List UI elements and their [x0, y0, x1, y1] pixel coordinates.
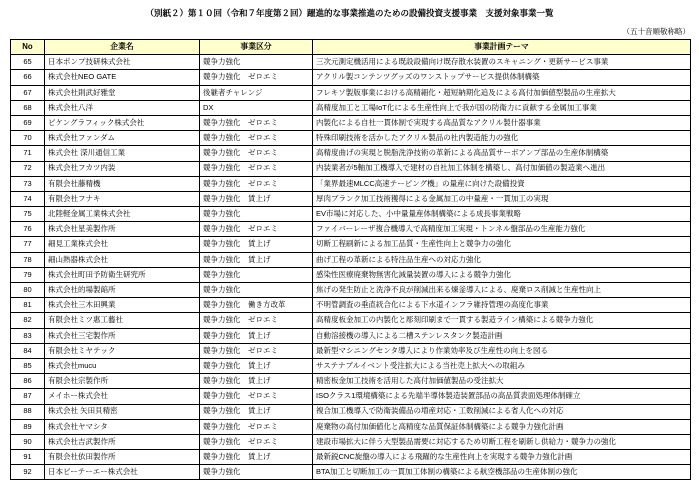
cell-company: 株式会社町田予防衛生研究所 [45, 267, 200, 282]
cell-no: 83 [11, 328, 45, 343]
cell-theme: ISOクラス1環境構築による先端半導体製造装置部品の高品質表面処理体制確立 [313, 389, 691, 404]
cell-category: DX [200, 100, 313, 115]
cell-company: 株式会社八洋 [45, 100, 200, 115]
cell-company: 有限会社フナキ [45, 191, 200, 206]
cell-no: 75 [11, 207, 45, 222]
table-row [11, 222, 691, 237]
cell-theme: 最新鋭CNC旋盤の導入による飛躍的な生産性向上を実現する競争力強化計画 [313, 450, 691, 465]
cell-category: 競争力強化 [200, 283, 313, 298]
cell-no: 66 [11, 70, 45, 85]
cell-theme: 建設市場拡大に伴う大型製品需要に対応するため切断工程を刷新し供給力・競争力の強化 [313, 434, 691, 449]
cell-theme: アクリル製コンテンツグッズのワンストップサービス提供体制構築 [313, 70, 691, 85]
cell-theme: フレキソ製版事業における高精細化・超短納期化追及による高付加価値型製品の生産拡大 [313, 85, 691, 100]
cell-category: 競争力強化 賃上げ [200, 450, 313, 465]
cell-company: 株式会社 矢田貝精密 [45, 404, 200, 419]
table-row [11, 298, 691, 313]
table-row [11, 191, 691, 206]
table-header-row [11, 40, 691, 55]
cell-theme: 切断工程刷新による加工品質・生産性向上と競争力の強化 [313, 237, 691, 252]
cell-company: 日本ビーテーエー株式会社 [45, 465, 200, 480]
table-row [11, 100, 691, 115]
table-row [11, 465, 691, 480]
cell-company: 株式会社的場製餡所 [45, 283, 200, 298]
cell-theme: 高精度板金加工の内製化と彫刻印刷まで一貫する製造ライン構築による競争力強化 [313, 313, 691, 328]
support-projects-table [10, 39, 691, 480]
cell-company: 株式会社ヤマシタ [45, 419, 200, 434]
cell-company: 有限会社宗製作所 [45, 374, 200, 389]
cell-theme: 不明管調査の垂直統合化による下水道インフラ維持管理の高度化事業 [313, 298, 691, 313]
cell-company: 株式会社フカツ内装 [45, 161, 200, 176]
table-row [11, 55, 691, 70]
table-row [11, 252, 691, 267]
cell-company: 株式会社ファンダム [45, 131, 200, 146]
cell-no: 87 [11, 389, 45, 404]
header-cell-company: 企業名 [45, 40, 200, 55]
cell-theme: 特殊印刷技術を活かしたアクリル製品の社内製造能力の強化 [313, 131, 691, 146]
cell-category: 競争力強化 [200, 55, 313, 70]
cell-company: 有限会社ミツ惠工藝社 [45, 313, 200, 328]
table-row [11, 419, 691, 434]
cell-company: 日本ポンプ技研株式会社 [45, 55, 200, 70]
table-row [11, 70, 691, 85]
sort-order-note: （五十音順敬称略） [622, 27, 690, 36]
cell-theme: 厚肉ブランク加工技術獲得による金属加工の中量産・一貫加工の実現 [313, 191, 691, 206]
cell-no: 74 [11, 191, 45, 206]
table-row [11, 131, 691, 146]
cell-no: 77 [11, 237, 45, 252]
cell-no: 78 [11, 252, 45, 267]
cell-theme: ファイバーレーザ複合機導入で高精度加工実現・トンネル盤部品の生産能力強化 [313, 222, 691, 237]
cell-category: 競争力強化 賃上げ [200, 358, 313, 373]
cell-category: 競争力強化 [200, 465, 313, 480]
table-row [11, 115, 691, 130]
cell-category: 競争力強化 [200, 207, 313, 222]
page-title: （別紙２）第１０回（令和７年度第２回）躍進的な事業推進のための設備投資支援事業 支援対象事業一覧 [145, 8, 554, 18]
table-row [11, 161, 691, 176]
cell-company: 有限会社依田製作所 [45, 450, 200, 465]
cell-company: 有限会社ミヤテック [45, 343, 200, 358]
cell-no: 92 [11, 465, 45, 480]
cell-theme: 複合加工機導入で防衛装備品の増産対応・工数削減による省人化への対応 [313, 404, 691, 419]
cell-theme: 「業界最速MLCC高速テーピング機」の量産に向けた設備投資 [313, 176, 691, 191]
cell-company: メイホー株式会社 [45, 389, 200, 404]
cell-no: 84 [11, 343, 45, 358]
cell-category: 競争力強化 賃上げ [200, 374, 313, 389]
cell-category: 競争力強化 ゼロエミ [200, 131, 313, 146]
cell-category: 競争力強化 ゼロエミ [200, 115, 313, 130]
cell-category: 競争力強化 [200, 267, 313, 282]
cell-company: 株式会社 深川通信工業 [45, 146, 200, 161]
cell-theme: 自動溶接機の導入による二槽ステンレスタンク製造計画 [313, 328, 691, 343]
cell-category: 競争力強化 ゼロエミ [200, 222, 313, 237]
cell-no: 72 [11, 161, 45, 176]
cell-company: 株式会社三宅製作所 [45, 328, 200, 343]
cell-theme: BTA加工と切断加工の一貫加工体制の構築による航空機部品の生産体制の強化 [313, 465, 691, 480]
cell-company: 株式会社mucu [45, 358, 200, 373]
cell-company: 北陸軽金属工業株式会社 [45, 207, 200, 222]
table-row [11, 313, 691, 328]
cell-company: 株式会社星美製作所 [45, 222, 200, 237]
cell-no: 69 [11, 115, 45, 130]
cell-category: 競争力強化 ゼロエミ [200, 343, 313, 358]
table-row [11, 328, 691, 343]
cell-no: 80 [11, 283, 45, 298]
table-row [11, 343, 691, 358]
cell-company: 細山熱器株式会社 [45, 252, 200, 267]
table-row [11, 237, 691, 252]
table-row [11, 389, 691, 404]
cell-theme: 最新型マシニングセンタ導入により作業効率及び生産性の向上を図る [313, 343, 691, 358]
cell-theme: 精密板金加工技術を活用した高付加価値製品の受注拡大 [313, 374, 691, 389]
cell-theme: 三次元測定機活用による既設設備向け既存散水装置のスキャニング・更新サービス事業 [313, 55, 691, 70]
cell-category: 競争力強化 ゼロエミ [200, 313, 313, 328]
cell-category: 競争力強化 ゼロエミ [200, 161, 313, 176]
cell-company: 細見工業株式会社 [45, 237, 200, 252]
table-row [11, 404, 691, 419]
cell-no: 82 [11, 313, 45, 328]
cell-theme: 曲げ工程の革新による特注品生産への対応力強化 [313, 252, 691, 267]
cell-company: 有限会社藤精機 [45, 176, 200, 191]
cell-no: 73 [11, 176, 45, 191]
cell-company: ビケングラフィック株式会社 [45, 115, 200, 130]
table-row [11, 267, 691, 282]
cell-category: 競争力強化 賃上げ [200, 237, 313, 252]
cell-company: 株式会社三木田興業 [45, 298, 200, 313]
cell-category: 競争力強化 働き方改革 [200, 298, 313, 313]
cell-category: 競争力強化 ゼロエミ [200, 146, 313, 161]
cell-no: 85 [11, 358, 45, 373]
cell-no: 79 [11, 267, 45, 282]
table-row [11, 176, 691, 191]
cell-category: 後継者チャレンジ [200, 85, 313, 100]
cell-no: 67 [11, 85, 45, 100]
table-row [11, 358, 691, 373]
cell-category: 競争力強化 賃上げ [200, 252, 313, 267]
cell-category: 競争力強化 ゼロエミ [200, 70, 313, 85]
cell-category: 競争力強化 賃上げ [200, 328, 313, 343]
cell-no: 65 [11, 55, 45, 70]
cell-theme: 高精度加工と工場IoT化による生産性向上で我が国の防衛力に貢献する金属加工事業 [313, 100, 691, 115]
table-row [11, 434, 691, 449]
cell-theme: EV市場に対応した、小中量量産体制構築による成長事業戦略 [313, 207, 691, 222]
cell-theme: 感染性医療廃棄物無害化減量装置の導入による競争力強化 [313, 267, 691, 282]
cell-company: 株式会社則武好雅堂 [45, 85, 200, 100]
cell-category: 競争力強化 ゼロエミ [200, 434, 313, 449]
cell-theme: 廃棄物の高付加価値化と高精度な品質保証体制構築による競争力強化計画 [313, 419, 691, 434]
cell-theme: サステナブルイベント受注拡大による当社売上拡大への取組み [313, 358, 691, 373]
cell-no: 71 [11, 146, 45, 161]
cell-no: 86 [11, 374, 45, 389]
cell-no: 68 [11, 100, 45, 115]
table-row [11, 374, 691, 389]
cell-category: 競争力強化 ゼロエミ [200, 389, 313, 404]
header-cell-theme: 事業計画テーマ [313, 40, 691, 55]
table-row [11, 85, 691, 100]
cell-category: 競争力強化 ゼロエミ [200, 419, 313, 434]
cell-category: 競争力強化 賃上げ [200, 191, 313, 206]
cell-theme: 内製化による自社一貫体制で実現する高品質なアクリル製什器事業 [313, 115, 691, 130]
header-cell-no: No [11, 40, 45, 55]
table-row [11, 207, 691, 222]
cell-no: 76 [11, 222, 45, 237]
cell-theme: 焦げの発生防止と洗浄不良が削減出来る煉釜導入による、廃棄ロス削減と生産性向上 [313, 283, 691, 298]
cell-no: 90 [11, 434, 45, 449]
cell-theme: 高精度曲げの実現と脱脂洗浄技術の革新による高品質サーボアンプ部品の生産体制構築 [313, 146, 691, 161]
table-row [11, 283, 691, 298]
cell-company: 株式会社吉武製作所 [45, 434, 200, 449]
cell-no: 91 [11, 450, 45, 465]
cell-company: 株式会社NEO GATE [45, 70, 200, 85]
table-body [11, 55, 691, 480]
header-cell-category: 事業区分 [200, 40, 313, 55]
cell-no: 81 [11, 298, 45, 313]
cell-no: 89 [11, 419, 45, 434]
cell-theme: 内装業者が5軸加工機導入で建材の自社加工体制を構築し、高付加価値の製造業へ進出 [313, 161, 691, 176]
cell-no: 88 [11, 404, 45, 419]
table-row [11, 146, 691, 161]
cell-category: 競争力強化 ゼロエミ [200, 176, 313, 191]
cell-category: 競争力強化 賃上げ [200, 404, 313, 419]
cell-no: 70 [11, 131, 45, 146]
table-row [11, 450, 691, 465]
